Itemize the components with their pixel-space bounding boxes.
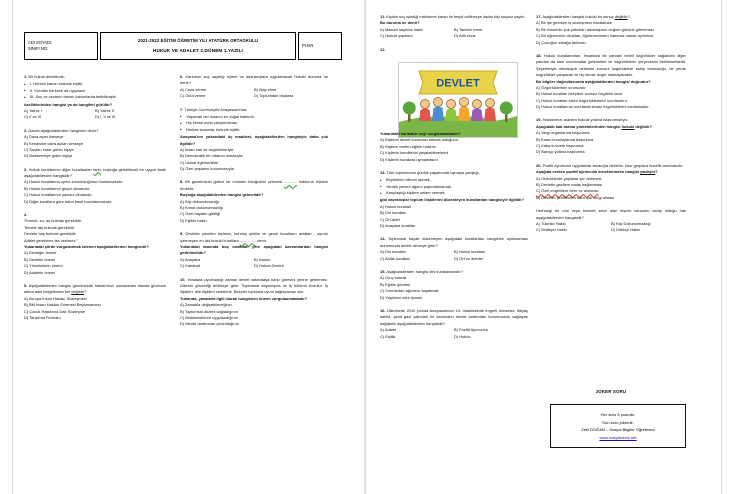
answer-option[interactable]: C) Hukuk kurallarının yazısız olmasıdır. <box>24 192 93 198</box>
footer-teacher-name: Zeki DOĞAN – Sosyal Bilgiler Öğretmeni <box>581 427 655 433</box>
answer-option[interactable]: D) Hukuk kurallarının sınırlandırılması özgürlüklerini kısıtlamaktır. <box>536 104 650 110</box>
question-number: 8. <box>180 179 184 185</box>
answer-option[interactable]: A) Anayasa <box>180 256 201 262</box>
question-stem: 8. Bir gazetecinin gizlice bir ünlünün fotoğrafını çekmesi ............ hakkının ihlaline örnektir. <box>180 179 328 191</box>
student-name-label: ADI SOYADI: <box>28 39 53 45</box>
sheet-edge-right <box>721 0 722 494</box>
answer-option[interactable]: B) Kanun <box>254 256 271 262</box>
question-number: 1. <box>24 74 28 79</box>
question-stem: 19. Haklarımızı ararken hukuki yollara başvurmalıyız. <box>536 117 629 123</box>
answer-option[interactable]: B) Hukuk kurallarının geçici olmasıdır. <box>24 185 91 191</box>
quote-line: Devlete baş bulmak gereklidir. <box>24 231 77 237</box>
answer-option[interactable]: C) Mahkemelerce uygulandığının <box>180 314 238 320</box>
question-item <box>536 208 686 234</box>
exam-title-cell <box>100 32 296 60</box>
question-stem: 7. Türkiye Cumhuriyeti Anayasası'nda; <box>180 106 248 112</box>
answer-option[interactable]: D) Meclis tarafından çıkarıldığının <box>180 321 239 327</box>
answer-option[interactable]: A) Adalet <box>380 327 396 333</box>
question-ask: Bu duruma ne denir? <box>380 20 420 26</box>
answer-option[interactable]: B) Hukuk kuralları bireylere sınırsız özgürlük tanır. <box>536 91 624 97</box>
question-number: 17. <box>536 14 542 19</box>
question-number: 13. <box>380 169 386 175</box>
answer-option[interactable]: D) I, II ve III <box>95 114 116 120</box>
answer-option[interactable]: B) Toplumsal düzeni sağladığının <box>180 308 238 314</box>
answer-option[interactable]: D) Adil ceza <box>454 33 476 39</box>
question-bullet-list <box>380 177 528 196</box>
answer-option[interactable]: A) Ceza verme <box>180 86 207 92</box>
score-label: PUAN <box>302 42 314 48</box>
answer-option[interactable]: D) Örf ve âdetler <box>454 255 484 261</box>
answer-option[interactable]: B) Devletin gazilere maaş bağlanması <box>536 181 603 187</box>
question-number: 3. <box>24 166 28 172</box>
question-ask: Bu bilgiler doğrultusunda aşağıdakilerden hangisi doğrudur? <box>536 78 651 84</box>
bullet-item: • Herkes kanunlar önünde eşittir. <box>180 127 328 133</box>
question-item <box>24 167 166 205</box>
answer-option[interactable]: D) Hukuk <box>454 333 471 339</box>
bullet-item: • III. Suç ve cezanın tanımı kanunlarda belirtilmiştir. <box>24 94 166 100</box>
question-number: 18. <box>536 52 542 58</box>
answer-option[interactable]: A) Zamanla değişebileceğinin <box>180 302 232 308</box>
answer-option[interactable]: B) Kişi Dokunulmazlığı <box>611 220 651 226</box>
question-stem: 3. Hukuk kurallarının diğer kurallardan farkı; boşluğa gelebilecek en uygun ifade aşağıdakilerden hangisidir? <box>24 166 166 179</box>
answer-option[interactable]: D) Çocuğun sokağa atılması <box>536 39 586 45</box>
answer-option[interactable]: D) Kişilerin kurallara uymamasını <box>380 156 438 162</box>
exam-title-line2: HUKUK VE ADALET 2.DÖNEM 1.YAZILI <box>153 48 243 54</box>
answer-option[interactable]: C) Eşitlik <box>380 333 396 339</box>
answer-option[interactable]: A) Yalnız I <box>24 107 42 113</box>
answer-option-row <box>380 33 528 39</box>
score-cell <box>298 32 342 60</box>
bullet-item: • I. Herkes kanun önünde eşittir. <box>24 81 166 87</box>
footer-line-2: Son soru jokerdir. <box>602 419 634 425</box>
answer-option[interactable]: B) Din kuralları <box>380 210 407 216</box>
question-stem: 17. Aşağıdakilerden hangisi hukuki bir sonuç değildir? <box>536 14 630 19</box>
answer-option-row <box>380 334 528 340</box>
answer-option[interactable]: B) Konut dokunulmazlığı <box>180 205 223 211</box>
cartoon-banner-text: DEVLET <box>436 77 480 90</box>
question-item <box>180 74 328 100</box>
answer-option[interactable]: D) Dilekçe Hakkı <box>611 227 641 233</box>
bullet-item: • Hiç kimse zorla çalıştırılamaz. <box>180 120 328 126</box>
answer-option[interactable]: A) Özgürlüklerinin sınırsızdır. <box>536 84 587 90</box>
answer-option[interactable]: A) Ekmeğin önemi <box>24 250 57 256</box>
bullet-item: • II. Kurallar herkese ait uygulanır. <box>24 88 166 94</box>
question-stem: 6. Kanunun suç saydığı eylem ve davranışlara uygulanacak hukuki duruma ne denir? <box>180 74 328 86</box>
question-number: 19. <box>536 117 542 123</box>
answer-option[interactable]: A) Kişilerin devlet koruması altında olduğunu <box>380 137 458 143</box>
answer-option[interactable]: C) Ulusal egemenlikle <box>180 159 219 165</box>
footer-line-1: Her soru 5 puandır. <box>600 412 636 418</box>
question-bullet-list <box>24 81 166 100</box>
answer-option[interactable]: C) Suçtan zarar gören kişiye <box>24 146 74 152</box>
answer-option[interactable]: B) Kişilere verilen eğitim hakkını <box>380 143 437 149</box>
answer-option[interactable]: D) Tanzimat Fermanı <box>24 314 61 320</box>
answer-option[interactable]: D) Anayasa kuralları <box>380 223 416 229</box>
answer-option[interactable]: A) Masum sayılma hakkı <box>380 26 424 32</box>
answer-option[interactable]: A) Bir işe girerken iş sözleşmesi imzalamak <box>536 20 612 26</box>
question-stem: 11. Kişinin suç işlediği mahkeme kararı ile tespit edilinceye kadar kişi suçsuz sayılır. <box>380 14 526 19</box>
question-item <box>380 170 528 230</box>
question-item <box>24 283 166 321</box>
question-stem: 14. Toplumsal hayatı düzenleyen aşağıdaki kurallardan hangisine uyulmaması durumunda devlet devreye girer? <box>380 236 528 248</box>
bullet-item: • Yaşamak her insanın en doğal hakkıdır. <box>180 114 328 120</box>
question-number: 6. <box>180 74 184 79</box>
answer-option[interactable]: C) Özel engellilere birer ev alınması <box>536 188 599 194</box>
answer-option[interactable]: D) Mahkemeye giden kişiye <box>24 153 73 159</box>
question-stem: 15. Aşağıdakilerden hangisi dini kurallardandır? <box>380 268 463 274</box>
answer-option[interactable]: C) Kabahat <box>180 263 200 269</box>
quote-line: "Evmek, su, aş bulmak gereklidir. <box>24 218 82 224</box>
question-number: 12. <box>380 46 386 52</box>
question-stem: 9. Devletin yönetim biçimini, kuruluş şeklini ve genel kuralların anlatan , ayrıntı içermeyen en üst hukuki kurallara ............... denir. <box>180 231 328 243</box>
answer-option[interactable]: A) Din kuralları <box>380 249 407 255</box>
answer-option[interactable]: C) II ve III <box>24 114 42 120</box>
answer-option[interactable]: D) Diğer kurallara göre daha basit hazırlanmasıdır. <box>24 198 113 204</box>
answer-option[interactable]: D) Hukuk Devleti <box>254 263 284 269</box>
question-column-3 <box>380 14 528 347</box>
answer-option[interactable]: D) Devletin şehitlerden dara çok vergi alması <box>536 194 615 200</box>
question-item <box>380 236 528 262</box>
answer-option[interactable]: C) Çocuk Haklarına Dair Sözleşme <box>24 308 86 314</box>
answer-option[interactable]: B) Devletin önemi <box>24 256 56 262</box>
answer-option[interactable]: B) Kendisine dava açılan kimseye <box>24 140 84 146</box>
sheet-edge-left <box>12 0 13 494</box>
answer-option[interactable]: D) Özel yaşamın korunmasıyla <box>180 166 234 172</box>
answer-option[interactable]: A) Yargı organlarına başvurma <box>536 130 590 136</box>
quote-line: Adalet gerekmez ise verilmez." <box>24 237 78 243</box>
question-number: 5. <box>24 282 28 288</box>
question-item <box>380 47 528 163</box>
question-image-slot <box>380 53 528 131</box>
question-stem: 18. Hukuk kurallarından, İnsanlara bir yandan belirli özgürlükler sağlarken diğer yandan da bazı sınırlamalar getirmekte ve özgürlüklerin çerçevesini belirlemektedir. Şeyerleriyle olmasaydı herkesin sınırsız özgürlüklere sahip bulunduğu, bir yerde özgürlükler çatışacak ve hiç kimse özgür olamayacaktır. <box>536 52 686 78</box>
answer-option[interactable]: A) İnsan hak ve özgürlükleriyle <box>180 146 234 152</box>
answer-option[interactable]: D) Eğitim hakkı <box>180 217 207 223</box>
question-item <box>180 231 328 269</box>
question-item <box>24 74 166 121</box>
question-number: 14. <box>380 236 386 242</box>
question-item <box>180 277 328 328</box>
bullet-item: • Karşılaştığı kişilere selam vermek <box>380 190 528 196</box>
question-item <box>536 163 686 201</box>
question-ask: Anayasa'nın yukarıdaki üç maddesi, aşağıdakilerden hangisiyle daha çok ilgilidir? <box>180 134 328 146</box>
quote-line: Temele taş bulmak gereklidir. <box>24 224 75 230</box>
question-ask: Yukarıdaki tanımda boş bırakılan yere aşağıdaki kavramlardan hangisi getirilmelidir? <box>180 243 328 256</box>
bullet-item: • Büyüklerin ellerini öpmek, <box>380 177 528 183</box>
answer-option[interactable]: C) Yöneticilerin önemi <box>24 263 63 269</box>
exam-header-table <box>24 32 342 60</box>
answer-option[interactable]: B) Bir kimsenin çok yakınları arkadaşının doğum gününe gitmemesi <box>536 26 654 32</box>
answer-option[interactable]: C) Bir öğrencinin okuldan, öğretmeninden habersiz olarak ayrılması <box>536 33 654 39</box>
question-ask: Aşağıda verilen pozitif ayrımcılık örneklerinden hangisi yanlıştır? <box>536 169 658 175</box>
student-class-label: SINIFI NO: <box>28 46 49 51</box>
answer-option[interactable]: D) Toplumdan dışlama <box>254 93 294 99</box>
question-item <box>536 53 686 111</box>
answer-option-row <box>24 114 166 120</box>
answer-option[interactable]: A) Dava açan kimseye <box>24 134 64 140</box>
question-ask: özelliklerinden hangisi ya da hangileri görülür? <box>24 101 113 107</box>
bullet-item: • Yemek yerken ağzını şapırdatmamak, <box>380 184 528 190</box>
question-item <box>536 14 686 46</box>
question-ask: Yukarıda, yasalarla ilgili olarak hangisinin önemi vurgulanmaktadır? <box>180 295 308 301</box>
question-number: 15. <box>380 268 386 274</box>
question-stem: 2. Davalı aşağıdakilerden hangisine denir? <box>24 127 99 133</box>
answer-option[interactable]: C) Hukuki yaptırım <box>380 33 413 39</box>
question-number: 10. <box>180 276 186 282</box>
question-item <box>180 179 328 224</box>
question-stem: 20. Pozitif ayrımcılık uygulamak amacıyla devletin, bazı gruplara öncelik tanımasıdır. <box>536 162 684 168</box>
question-ask: Yukarıdaki karikatür neyi vurgulamaktadır? <box>380 130 461 136</box>
answer-option[interactable]: C) Kişilerin kendilerini yaşatabilmelerini <box>380 150 449 156</box>
joker-soru-label: JOKER SORU <box>595 389 627 394</box>
question-ask: Yukarıdaki şiirde vurgulanmak istenen aşağıdakilerden hangisidir? <box>24 243 149 249</box>
question-stem: 10. Yasalara uyulmadığı zaman devlet vatandaşa karşı görevini yerine getiremez. Ülkenin güvenliği tehlikeye girer. Toplumsal dayanışma ve iş bölümü bozulur. İş ilişkileri, aile ilişkileri zedelenir. Bireyler toplumla uyum sağlayamaz olur. <box>180 276 328 295</box>
question-item <box>380 269 528 301</box>
answer-option[interactable]: D) Barışçı yollara başvurma <box>536 149 585 155</box>
answer-option[interactable]: B) Kamu kuruluşlarına başvurma <box>536 136 594 142</box>
question-number: 7. <box>180 106 184 112</box>
question-item <box>24 128 166 160</box>
answer-option[interactable]: C) Ödül verme <box>180 93 206 99</box>
answer-option[interactable]: B) Eğitim görmek <box>380 281 411 287</box>
question-number: 11. <box>380 14 386 19</box>
question-number: 9. <box>180 231 184 237</box>
answer-option-row <box>536 227 686 233</box>
answer-option[interactable]: A) Otobüslerde yaşlılara yer verilmesi <box>536 175 602 181</box>
sheet-divider <box>364 0 366 494</box>
answer-option[interactable]: C) Sınırlardan ağzımızı kapatmak <box>380 288 439 294</box>
question-column-1 <box>24 74 166 328</box>
question-number: 2. <box>24 127 28 133</box>
answer-option-row <box>180 263 328 269</box>
question-column-4 <box>536 14 686 241</box>
answer-option[interactable]: D) Adaletin önemi <box>24 269 56 275</box>
question-item <box>536 117 686 155</box>
question-stem: 1. Bir hukuk devletinde; <box>24 74 65 79</box>
answer-option[interactable]: B) Alay etme <box>254 86 277 92</box>
answer-option[interactable]: C) Ahlâk kuralları <box>380 255 410 261</box>
question-item <box>24 212 166 276</box>
answer-option[interactable]: B) BM İnsan Hakları Evrensel Beyannamesi <box>24 302 101 308</box>
answer-option[interactable]: B) Yalnız II <box>95 107 114 113</box>
answer-option-row <box>380 256 528 262</box>
question-item <box>380 14 528 40</box>
answer-option[interactable]: C) Kaba kuvvete başvurma <box>536 143 584 149</box>
answer-option[interactable]: C) Özel hayatın gizliliği <box>180 211 221 217</box>
answer-option[interactable]: C) Mülkiyet Hakkı <box>536 227 567 233</box>
answer-option[interactable]: C) Örf-âdet <box>380 216 400 222</box>
answer-option[interactable]: B) Pozitif Ayrımcılık <box>454 327 488 333</box>
answer-option[interactable]: D) Yaşlıların elini öpmek <box>380 294 423 300</box>
answer-option[interactable]: C) Hukuk kuralları bizim özgürlüklerimizi sınırlandırır. <box>536 97 628 103</box>
question-item <box>380 308 528 340</box>
question-number: 20. <box>536 162 542 168</box>
student-info-cell <box>24 32 98 60</box>
answer-option[interactable]: B) Tanıklık etme <box>454 26 483 32</box>
question-number: 16. <box>380 307 386 313</box>
question-stem: 5. Aşağıdakilerden hangisi günümüzde haklarımızı uluslararası alanda güvence altına alan belgelerden biri değildir? <box>24 282 166 295</box>
question-stem: 13. Türk toplumunun günlük yaşamında uymaya çalıştığı; <box>380 169 480 175</box>
question-bullet-list <box>180 114 328 133</box>
teacher-footer-box <box>550 404 686 448</box>
footer-website-link[interactable]: www.sosyalcimiz.net <box>599 434 637 440</box>
answer-option-row <box>180 93 328 99</box>
question-number: 4. <box>24 212 28 218</box>
answer-option[interactable]: A) Hukuk kurallarına uyma zorunluluğunun bulunmasıdır. <box>24 179 124 185</box>
question-stem: Herhangi bir mal veya hizmeti satın alan kişinin kanunen sahip olduğu hak aşağıdakilerden hangisidir? <box>536 208 686 220</box>
question-ask: Aşağıdaki hak arama yöntemlerinden hangisi hukuki değildir? <box>536 123 652 129</box>
question-ask: gibi davranışlar toplum ilişkilerini düzenleyen kurallardan hangisiyle ilgilidir? <box>380 197 525 203</box>
answer-option[interactable]: A) Hukuk kuralları <box>380 203 412 209</box>
answer-option[interactable]: B) Hukuk kuralları <box>454 249 486 255</box>
exam-title-line1: 2021-2022 EĞİTİM ÖĞRETİM YILI ATATÜRK ORTAOKULU <box>137 37 259 43</box>
question-ask: Boşluğa aşağıdakilerden hangisi gelmelidir? <box>180 192 264 198</box>
answer-option[interactable]: A) Oruç tutmak <box>380 275 407 281</box>
answer-option[interactable]: A) Tüketici Hakkı <box>536 220 566 226</box>
question-item <box>180 107 328 173</box>
answer-option[interactable]: B) Demokratik bir ortamın olmasıyla <box>180 153 243 159</box>
question-stem: 16. Ülkemizde 2010 yılında Anayasamızın 10. maddesinde engelli, kimsesiz, ihtiyaç sahibi, şehit gazi yakınları ile kadınların devlet tarafından korunmasını sağlayan değişiklik aşağıdakilerden hangisidir? <box>380 307 528 326</box>
answer-option[interactable]: A) Avrupa İnsan Hakları Sözleşmesi <box>24 295 87 301</box>
answer-option[interactable]: A) Kişi dokunulmazlığı <box>180 198 219 204</box>
question-column-2 <box>180 74 328 335</box>
